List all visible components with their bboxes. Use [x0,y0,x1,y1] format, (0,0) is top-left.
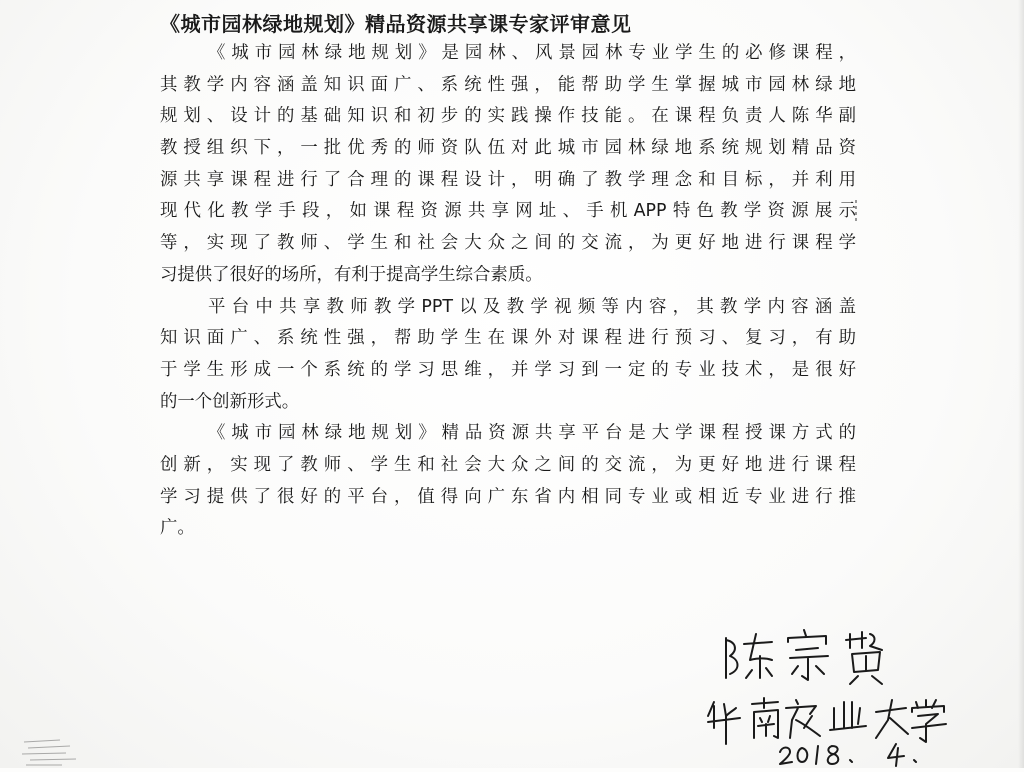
paragraph-1-line: 其教学内容涵盖知识面广、系统性强，能帮助学生掌握城市园林绿地 [160,74,856,95]
scan-noise-mark [20,732,82,768]
document-title: 《城市园林绿地规划》精品资源共享课专家评审意见 [160,12,632,36]
page-edge-shadow [1018,0,1024,768]
paragraph-3-line: 《城市园林绿地规划》精品资源共享平台是大学课程授课方式的 [208,423,856,444]
paragraph-1-line: 源共享课程进行了合理的课程设计，明确了教学理念和目标，并利用 [160,169,856,190]
document-body [160,38,856,545]
paragraph-1-line: 规划、设计的基础知识和初步的实践操作技能。在课程负责人陈华副 [160,106,856,127]
paragraph-2-line: 平台中共享教师教学PPT以及教学视频等内容，其教学内容涵盖 [208,296,856,317]
paragraph-3-line: 学习提供了很好的平台，值得向广东省内相同专业或相近专业进行推 [160,486,856,507]
paragraph-1-line: 教授组织下，一批优秀的师资队伍对此城市园林绿地系统规划精品资 [160,138,856,159]
paragraph-2-line: 的一个创新形式。 [160,391,300,412]
paragraph-3-line: 创新，实现了教师、学生和社会大众之间的交流，为更好地进行课程 [160,454,856,475]
handwritten-signature-block [700,620,960,768]
paragraph-1-line: 习提供了很好的场所，有利于提高学生综合素质。 [160,264,543,285]
paragraph-1-line: 《城市园林绿地规划》是园林、风景园林专业学生的必修课程， [208,43,856,63]
signature-drawing [700,620,960,768]
paragraph-3-line: 广。 [160,518,195,539]
scan-artifact-mark [854,200,858,224]
paragraph-2-line: 知识面广、系统性强，帮助学生在课外对课程进行预习、复习，有助 [160,328,856,349]
paragraph-1-line: 等，实现了教师、学生和社会大众之间的交流，为更好地进行课程学 [160,233,856,254]
paragraph-1-line: 现代化教学手段，如课程资源共享网址、手机APP特色教学资源展示 [160,201,856,222]
paragraph-2-line: 于学生形成一个系统的学习思维，并学习到一定的专业技术，是很好 [160,359,856,380]
